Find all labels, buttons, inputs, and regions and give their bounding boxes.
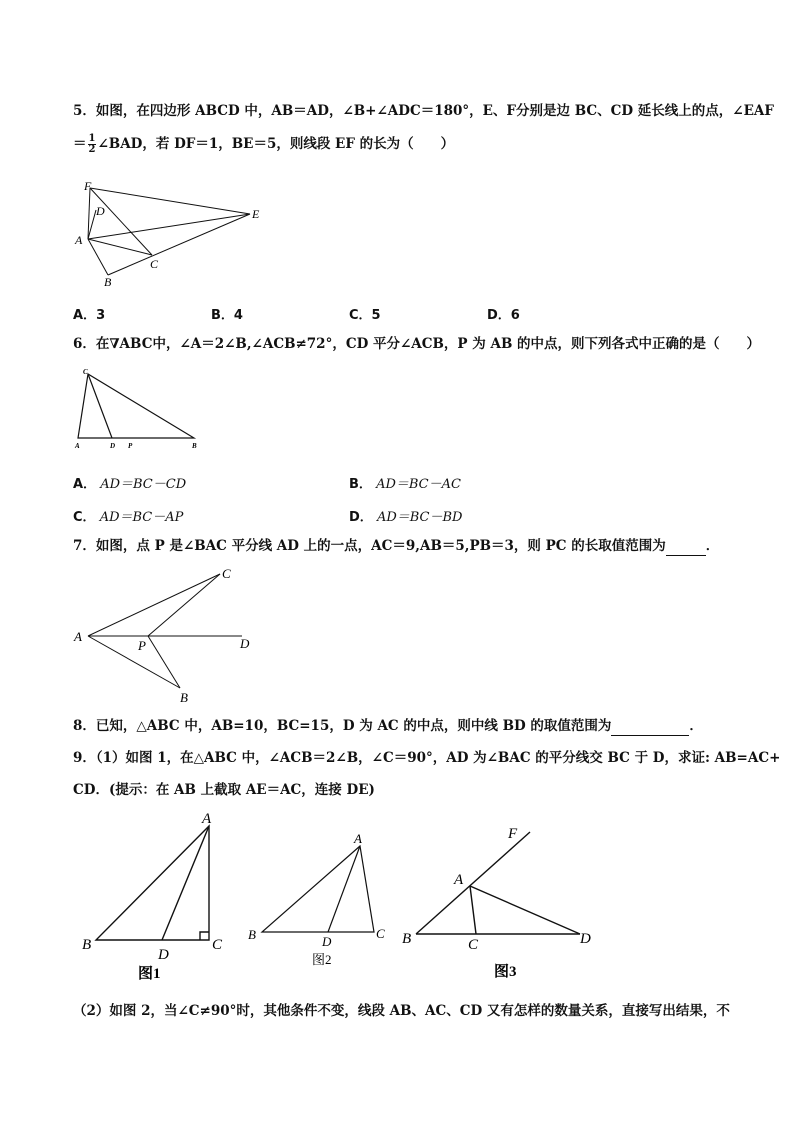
q6-option-c[interactable] [73, 506, 183, 525]
fig3-label-A: A [454, 872, 464, 888]
q7-end: ． [705, 538, 720, 554]
q5-line2-pre: ＝ [73, 136, 87, 152]
q6-option-b-value: AD＝BC－AC [376, 477, 461, 492]
q5-fraction [88, 134, 97, 155]
q5-option-b-value: 4 [233, 308, 243, 323]
q7-label-P: P [138, 638, 146, 653]
q6-option-d-label: D． [349, 510, 373, 525]
q5-option-a-value: 3 [96, 308, 106, 323]
q6-option-b[interactable] [349, 473, 461, 492]
fig3-caption: 图3 [494, 964, 517, 980]
q5-option-a-label: A． [73, 308, 97, 323]
q5-frac-num: 1 [88, 133, 96, 144]
q9-line2: CD．(提示：在 AB 上截取 AE＝AC，连接 DE) [73, 782, 375, 798]
q5-label-E: E [252, 207, 260, 221]
q5-label-F: F [84, 179, 92, 193]
q5-label-A: A [75, 233, 83, 247]
q8-end: ． [689, 718, 703, 734]
q5-option-d[interactable] [487, 304, 520, 323]
fig3-label-D: D [580, 931, 591, 947]
q9-line1: 9．（1）如图 1，在△ABC 中，∠ACB＝2∠B，∠C＝90°，AD 为∠BAC 的平分线交 BC 于 D，求证: AB=AC+ [73, 750, 781, 766]
q5-label-D: D [96, 204, 105, 218]
q9-figure-1 [76, 806, 236, 984]
fig2-label-C: C [376, 926, 385, 941]
q5-option-c-label: C． [349, 308, 372, 323]
q7-label-A: A [74, 629, 82, 644]
q6-label-B: B [192, 442, 197, 450]
q5-frac-den: 2 [88, 144, 96, 155]
q5-option-b-label: B． [211, 308, 234, 323]
q6-figure [70, 366, 210, 452]
q6-option-a-value: AD＝BC－CD [100, 477, 187, 492]
fig1-label-B: B [82, 937, 92, 953]
q5-line2-post: ∠BAD，若 DF＝1，BE＝5，则线段 EF 的长为（ ） [97, 136, 455, 152]
fig1-label-C: C [212, 937, 223, 953]
fig3-label-B: B [402, 931, 412, 947]
q6-option-c-label: C． [73, 510, 96, 525]
q7-label-C: C [222, 566, 231, 581]
q5-option-b[interactable] [211, 304, 243, 323]
q9-figure-2 [244, 826, 394, 970]
q6-option-d[interactable] [349, 506, 462, 525]
q7-figure [70, 564, 270, 706]
q6-option-c-value: AD＝BC－AP [99, 510, 184, 525]
fig1-caption: 图1 [138, 966, 161, 982]
q7-label-D: D [240, 636, 250, 651]
q7-line1 [73, 536, 719, 556]
q5-line2 [73, 134, 454, 155]
q6-option-d-value: AD＝BC－BD [376, 510, 463, 525]
fig2-label-A: A [354, 831, 362, 846]
q6-option-b-label: B． [349, 477, 372, 492]
q6-option-a[interactable] [73, 473, 186, 492]
q5-line1: 5．如图，在四边形 ABCD 中，AB＝AD，∠B+∠ADC＝180°，E、F分别是边 BC、CD 延长线上的点，∠EAF [73, 103, 774, 119]
q9-figure-3 [398, 818, 598, 984]
q8-text: 8．已知，△ABC 中，AB=10，BC=15，D 为 AC 的中点，则中线 BD 的取值范围为 [73, 718, 612, 734]
fig2-label-D: D [322, 934, 332, 949]
q5-option-c[interactable] [349, 304, 381, 323]
q7-text: 7．如图，点 P 是∠BAC 平分线 AD 上的一点，AC＝9,AB＝5,PB＝3，则 PC 的长取值范围为 [73, 538, 666, 554]
q5-figure [70, 172, 270, 290]
fig2-caption: 图2 [312, 952, 332, 967]
q5-label-B: B [104, 275, 112, 289]
q6-option-a-label: A． [73, 477, 97, 492]
q5-label-C: C [150, 257, 159, 271]
q5-option-d-value: 6 [510, 308, 520, 323]
fig1-label-D: D [158, 947, 169, 963]
q6-label-P: P [128, 442, 133, 450]
q5-option-d-label: D． [487, 308, 511, 323]
q6-label-A: A [75, 442, 80, 450]
q5-option-c-value: 5 [371, 308, 381, 323]
q5-option-a[interactable] [73, 304, 105, 323]
q6-label-C: C [83, 368, 88, 376]
fig1-label-A: A [202, 811, 212, 827]
q8-line1 [73, 716, 703, 736]
q6-line1: 6．在∇ABC中，∠A＝2∠B,∠ACB≠72°，CD 平分∠ACB，P 为 AB 的中点，则下列各式中正确的是（ ） [73, 336, 761, 352]
q9-line3: （2）如图 2，当∠C≠90°时，其他条件不变，线段 AB、AC、CD 又有怎样的数量关系，直接写出结果，不 [73, 1003, 730, 1019]
fig3-label-C: C [468, 937, 479, 953]
q7-label-B: B [180, 690, 188, 705]
fig3-label-F: F [508, 826, 518, 842]
q7-answer-blank[interactable] [666, 541, 706, 556]
q6-label-D: D [110, 442, 116, 450]
fig2-label-B: B [248, 927, 256, 942]
q8-answer-blank[interactable] [611, 721, 689, 736]
